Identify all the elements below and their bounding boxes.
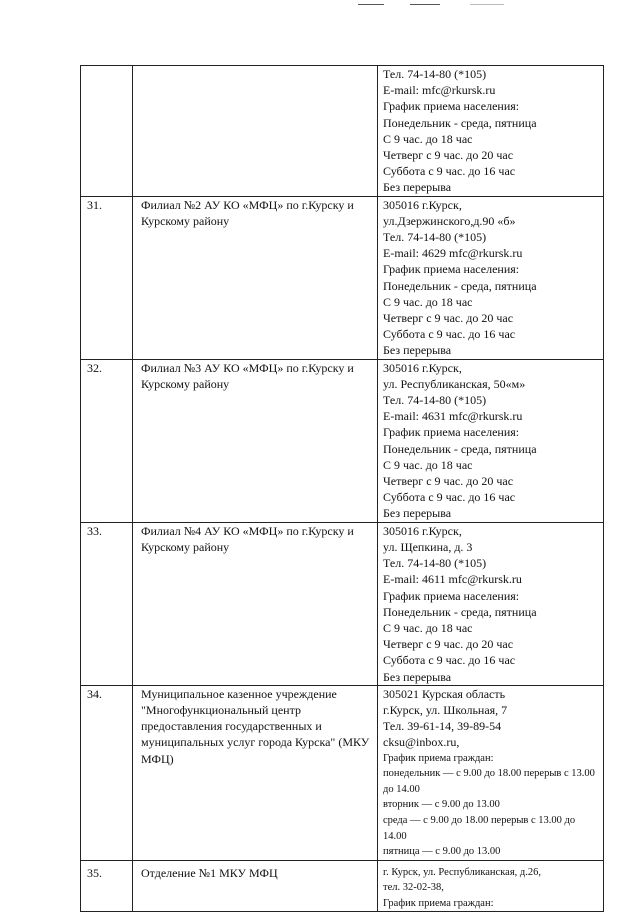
street-address-line: ул.Дзержинского,д.90 «б»	[383, 213, 516, 228]
contact-cell	[378, 359, 604, 522]
schedule-weekday-hours: С 9 час. до 18 час	[383, 294, 473, 309]
no-break-line: Без перерыва	[383, 343, 452, 358]
contact-cell	[378, 522, 604, 685]
table-row	[81, 359, 604, 522]
schedule-days: Понедельник - среда, пятница	[383, 604, 537, 619]
schedule-saturday-hours: Суббота с 9 час. до 16 час	[383, 164, 516, 179]
page-top-marks	[0, 0, 640, 12]
row-number: 33.	[81, 522, 133, 685]
schedule-thursday-hours: Четверг с 9 час. до 20 час	[383, 148, 514, 163]
no-break-line: Без перерыва	[383, 180, 452, 195]
schedule-tuesday: вторник — с 9.00 до 13.00	[383, 799, 500, 811]
row-number: 31.	[81, 196, 133, 359]
row-number	[81, 66, 133, 197]
phone-line: Тел. 74-14-80 (*105)	[383, 67, 487, 81]
schedule-friday: пятница — с 9.00 до 13.00	[383, 846, 501, 858]
schedule-heading: График приема населения:	[383, 588, 520, 603]
schedule-saturday-hours: Суббота с 9 час. до 16 час	[383, 490, 516, 505]
no-break-line: Без перерыва	[383, 506, 452, 521]
organization-name: Муниципальное казенное учреждение "Многофункциональный центр предоставления государственных и муниципальных услуг города Курска" (МКУ МФЦ)	[133, 685, 378, 860]
contact-cell	[378, 860, 604, 912]
table-row	[81, 196, 604, 359]
schedule-weekday-hours: С 9 час. до 18 час	[383, 620, 473, 635]
row-number: 35.	[81, 860, 133, 912]
table-row	[81, 860, 604, 912]
schedule-heading: График приема населения:	[383, 262, 520, 277]
schedule-weekday-hours: С 9 час. до 18 час	[383, 131, 473, 146]
organization-name	[133, 66, 378, 197]
postal-address-line: 305016 г.Курск,	[383, 197, 462, 212]
schedule-days: Понедельник - среда, пятница	[383, 441, 537, 456]
row-number: 34.	[81, 685, 133, 860]
schedule-thursday-hours: Четверг с 9 час. до 20 час	[383, 311, 514, 326]
organization-name: Филиал №3 АУ КО «МФЦ» по г.Курску и Курскому району	[133, 359, 378, 522]
schedule-saturday-hours: Суббота с 9 час. до 16 час	[383, 653, 516, 668]
contact-cell	[378, 196, 604, 359]
contact-cell	[378, 66, 604, 197]
phone-line: Тел. 74-14-80 (*105)	[383, 230, 487, 245]
schedule-heading: График приема населения:	[383, 425, 520, 440]
schedule-weekday-hours: С 9 час. до 18 час	[383, 457, 473, 472]
street-address-line: ул. Республиканская, 50«м»	[383, 376, 526, 391]
schedule-monday: понедельник — с 9.00 до 18.00 перерыв с 13.00 до 14.00	[383, 768, 595, 795]
organization-name: Филиал №2 АУ КО «МФЦ» по г.Курску и Курскому району	[133, 196, 378, 359]
schedule-heading: График приема населения:	[383, 99, 520, 114]
email-line: cksu@inbox.ru,	[383, 735, 460, 750]
table-row	[81, 685, 604, 860]
email-line: E-mail: 4611 mfc@rkursk.ru	[383, 572, 522, 587]
schedule-days: Понедельник - среда, пятница	[383, 115, 537, 130]
schedule-wednesday: среда — с 9.00 до 18.00 перерыв с 13.00 до 14.00	[383, 814, 576, 842]
postal-address-line: 305021 Курская область	[383, 686, 506, 701]
schedule-heading: График приема граждан:	[383, 752, 494, 764]
street-address-line: ул. Щепкина, д. 3	[383, 539, 473, 554]
schedule-thursday-hours: Четверг с 9 час. до 20 час	[383, 637, 514, 652]
email-line: E-mail: mfc@rkursk.ru	[383, 83, 496, 98]
schedule-thursday-hours: Четверг с 9 час. до 20 час	[383, 474, 514, 489]
branches-table	[80, 65, 604, 912]
organization-name: Отделение №1 МКУ МФЦ	[133, 860, 378, 912]
schedule-heading: График приема граждан:	[383, 897, 494, 909]
organization-name: Филиал №4 АУ КО «МФЦ» по г.Курску и Курскому району	[133, 522, 378, 685]
phone-line: Тел. 39-61-14, 39-89-54	[383, 719, 502, 734]
street-address-line: г. Курск, ул. Республиканская, д.26,	[383, 866, 541, 878]
email-line: E-mail: 4629 mfc@rkursk.ru	[383, 246, 523, 261]
contact-cell	[378, 685, 604, 860]
table-row	[81, 522, 604, 685]
street-address-line: г.Курск, ул. Школьная, 7	[383, 702, 508, 717]
row-number: 32.	[81, 359, 133, 522]
schedule-days: Понедельник - среда, пятница	[383, 278, 537, 293]
phone-line: тел. 32-02-38,	[383, 882, 444, 894]
postal-address-line: 305016 г.Курск,	[383, 360, 462, 375]
schedule-saturday-hours: Суббота с 9 час. до 16 час	[383, 327, 516, 342]
table-row	[81, 66, 604, 197]
phone-line: Тел. 74-14-80 (*105)	[383, 393, 487, 408]
email-line: E-mail: 4631 mfc@rkursk.ru	[383, 409, 523, 424]
phone-line: Тел. 74-14-80 (*105)	[383, 556, 487, 571]
no-break-line: Без перерыва	[383, 669, 452, 684]
postal-address-line: 305016 г.Курск,	[383, 523, 462, 538]
